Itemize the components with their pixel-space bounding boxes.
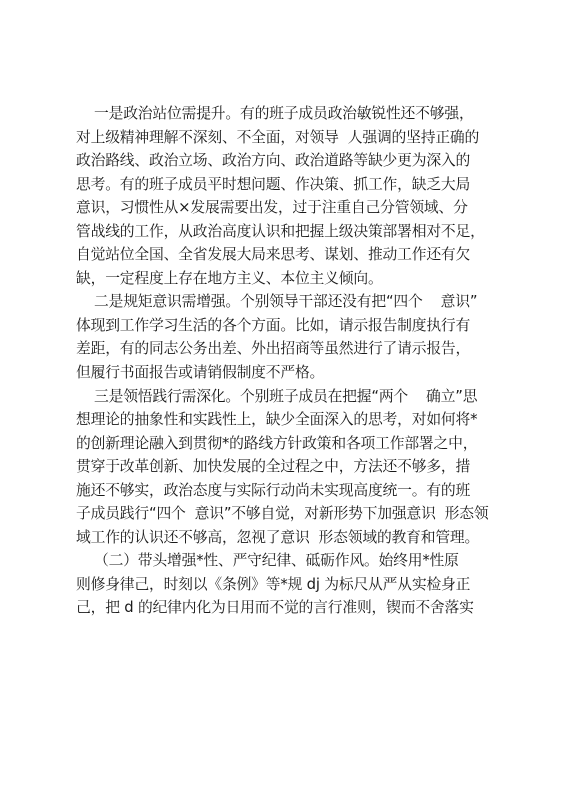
text-line: 则修身律己，时刻以《条例》等*规 dj 为标尺从严从实检身正: [76, 575, 471, 593]
text-line: 的创新理论融入到贯彻*的路线方针政策和各项工作部署之中，: [76, 434, 478, 452]
text-line: 二是规矩意识需增强。个别领导干部还没有把“四个 意识”: [76, 293, 478, 311]
text-line: 己，把 d 的纪律内化为日用而不觉的言行准则，锲而不舍落实: [76, 599, 474, 617]
text-line: 子成员践行“四个 意识”不够自觉，对新形势下加强意识 形态领: [76, 505, 489, 523]
document-body: [76, 102, 496, 620]
text-line: 贯穿于改革创新、加快发展的全过程之中，方法还不够多，措: [76, 458, 471, 476]
text-line: 管战线的工作，从政治高度认识和把握上级决策部署相对不足，: [76, 222, 485, 240]
text-line: 体现到工作学习生活的各个方面。比如，请示报告制度执行有: [76, 316, 471, 334]
paragraph: [76, 385, 496, 550]
text-line: 但履行书面报告或请销假制度不严格。: [76, 364, 325, 382]
text-line: 域工作的认识还不够高，忽视了意识 形态领域的教育和管理。: [76, 528, 480, 546]
text-line: 对上级精神理解不深刻、不全面，对领导 人强调的坚持正确的: [76, 128, 480, 146]
paragraph: [76, 290, 496, 384]
text-line: 思考。有的班子成员平时想问题、作决策、抓工作，缺乏大局: [76, 175, 471, 193]
text-line: 想理论的抽象性和实践性上，缺少全面深入的思考，对如何将*: [76, 411, 478, 429]
text-line: 施还不够实，政治态度与实际行动尚未实现高度统一。有的班: [76, 481, 471, 499]
paragraph: [76, 549, 496, 620]
text-line: 自觉站位全国、全省发展大局来思考、谋划、推动工作还有欠: [76, 246, 471, 264]
paragraph: [76, 102, 496, 290]
text-line: 一是政治站位需提升。有的班子成员政治敏锐性还不够强，: [76, 105, 474, 122]
text-line: 差距，有的同志公务出差、外出招商等虽然进行了请示报告，: [76, 340, 471, 358]
text-line: （二）带头增强*性、严守纪律、砥砺作风。始终用*性原: [76, 552, 459, 570]
text-line: 缺，一定程度上存在地方主义、本位主义倾向。: [76, 269, 383, 287]
text-line: 政治路线、政治立场、政治方向、政治道路等缺少更为深入的: [76, 152, 471, 170]
text-line: 三是领悟践行需深化。个别班子成员在把握“两个 确立”思: [76, 387, 478, 405]
text-line: 意识，习惯性从×发展需要出发，过于注重自己分管领域、分: [76, 199, 468, 217]
